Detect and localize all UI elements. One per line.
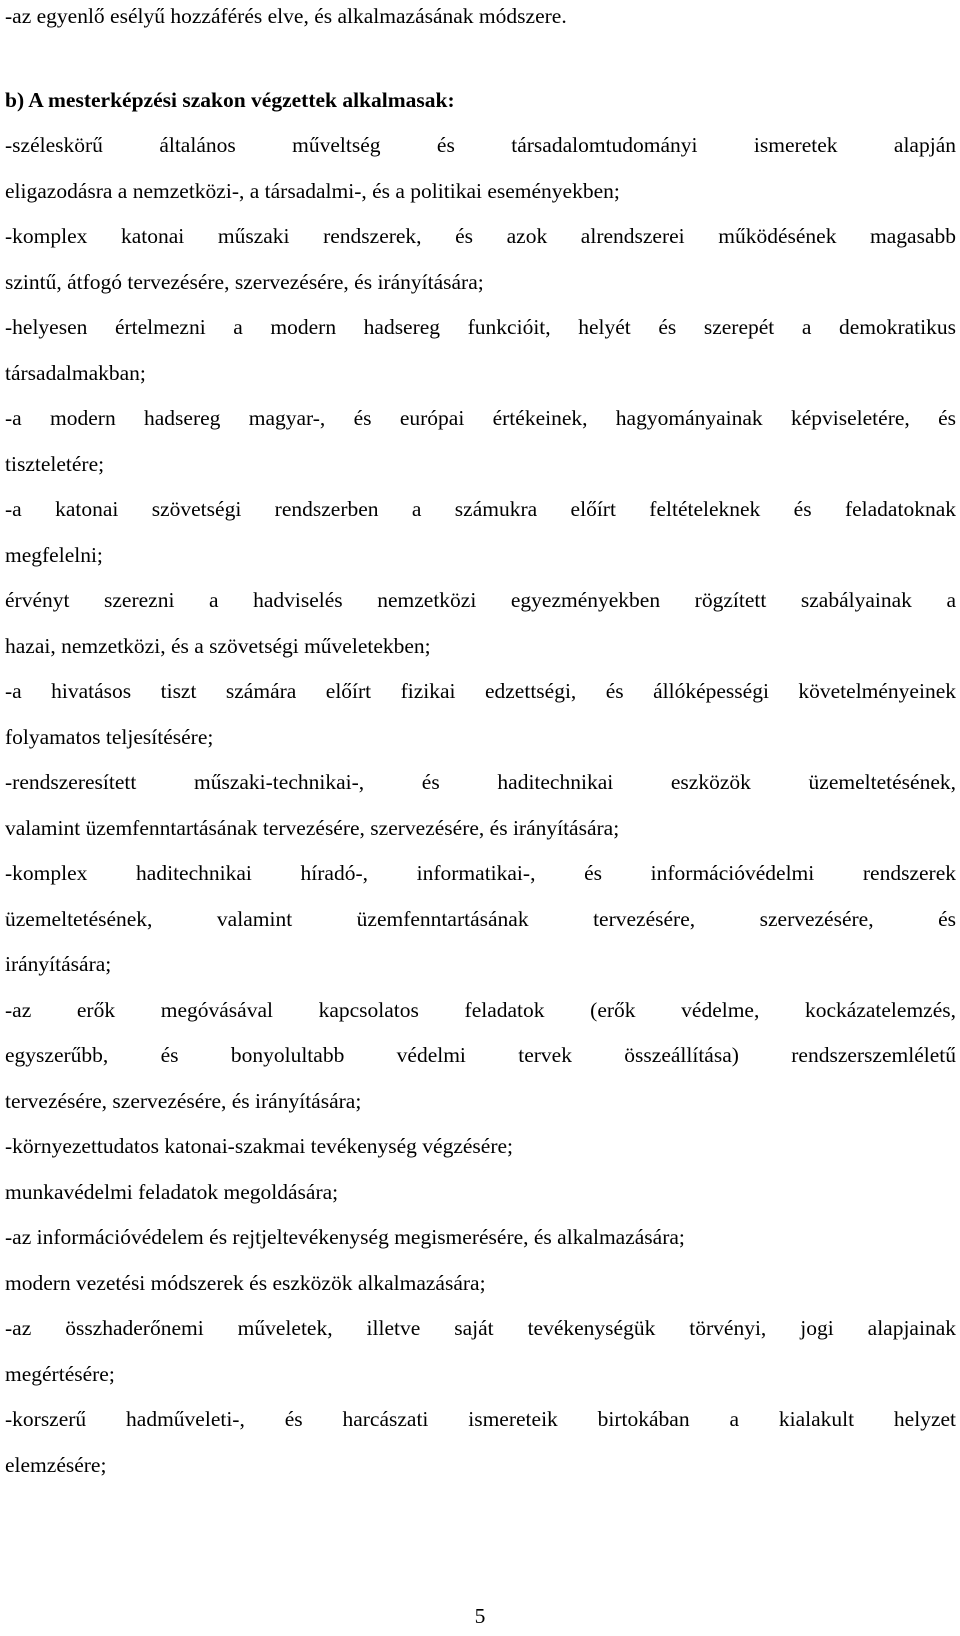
text-line: folyamatos teljesítésére; xyxy=(5,724,214,749)
text-line: valamint üzemfenntartásának tervezésére, szervezésére, és irányítására; xyxy=(5,815,620,840)
text-line: tiszteletére; xyxy=(5,451,105,476)
text-line: társadalmakban; xyxy=(5,360,146,385)
text-line: modern vezetési módszerek és eszközök alkalmazására; xyxy=(5,1270,486,1295)
text-line: -az erők megóvásával kapcsolatos feladatok (erők védelme, kockázatelemzés, xyxy=(5,997,956,1022)
text-line: -korszerű hadműveleti-, és harcászati ismereteik birtokában a kialakult helyzet xyxy=(5,1407,956,1431)
text-line: szintű, átfogó tervezésére, szervezésére, és irányítására; xyxy=(5,269,484,294)
text-line: -széleskörű általános műveltség és társadalomtudományi ismeretek alapján xyxy=(5,133,956,157)
text-line: -a katonai szövetségi rendszerben a számukra előírt feltételeknek és feladatoknak xyxy=(5,497,956,521)
text-line: -a modern hadsereg magyar-, és európai értékeinek, hagyományainak képviseletére, és xyxy=(5,406,956,430)
paragraph-gap xyxy=(5,32,956,78)
text-line: -az összhaderőnemi műveletek, illetve saját tevékenységük törvényi, jogi alapjainak xyxy=(5,1316,956,1340)
text-line: -a hivatásos tiszt számára előírt fizikai edzettségi, és állóképességi követelményeinek xyxy=(5,679,956,703)
text-line: -az egyenlő esélyű hozzáférés elve, és alkalmazásának módszere. xyxy=(5,4,567,28)
text-line: elemzésére; xyxy=(5,1452,107,1477)
text-line: -rendszeresített műszaki-technikai-, és haditechnikai eszközök üzemeltetésének, xyxy=(5,770,956,794)
text-line: megértésére; xyxy=(5,1361,115,1386)
text-line: -helyesen értelmezni a modern hadsereg funkcióit, helyét és szerepét a demokratikus xyxy=(5,315,956,339)
text-line: üzemeltetésének, valamint üzemfenntartásának tervezésére, szervezésére, és xyxy=(5,906,956,931)
text-line: -környezettudatos katonai-szakmai tevékenység végzésére; xyxy=(5,1134,514,1158)
text-line: egyszerűbb, és bonyolultabb védelmi tervek összeállítása) rendszerszemléletű xyxy=(5,1043,956,1067)
text-line: megfelelni; xyxy=(5,542,103,567)
text-line: munkavédelmi feladatok megoldására; xyxy=(5,1179,339,1204)
text-line: hazai, nemzetközi, és a szövetségi műveletekben; xyxy=(5,633,431,658)
text-line: tervezésére, szervezésére, és irányítására; xyxy=(5,1088,362,1113)
text-line: -az információvédelem és rejtjeltevékenység megismerésére, és alkalmazására; xyxy=(5,1225,685,1249)
section-heading: b) A mesterképzési szakon végzettek alkalmasak: xyxy=(5,87,455,112)
text-line: -komplex katonai műszaki rendszerek, és azok alrendszerei működésének magasabb xyxy=(5,224,956,248)
page-number: 5 xyxy=(474,1604,486,1628)
text-line: eligazodásra a nemzetközi-, a társadalmi-, és a politikai eseményekben; xyxy=(5,178,620,203)
text-line: irányítására; xyxy=(5,952,112,976)
text-line: érvényt szerezni a hadviselés nemzetközi egyezményekben rögzített szabályainak a xyxy=(5,588,956,612)
document-body xyxy=(5,0,956,1488)
text-line: -komplex haditechnikai híradó-, informatikai-, és információvédelmi rendszerek xyxy=(5,861,956,885)
